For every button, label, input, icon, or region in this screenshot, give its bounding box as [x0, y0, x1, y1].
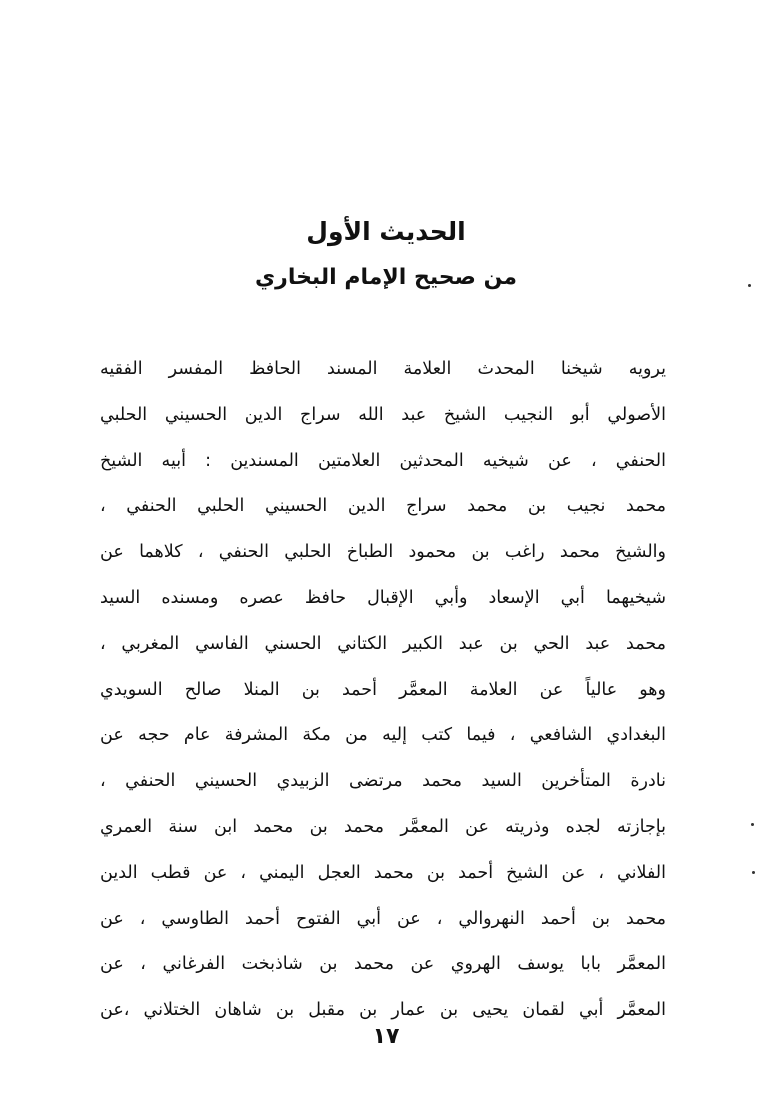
text-line: يرويه شيخنا المحدث العلامة المسند الحافظ المفسر الفقيه	[100, 359, 666, 379]
text-line: بإجازته لجده وذريته عن المعمَّر محمد بن محمد ابن سنة العمري	[100, 816, 666, 837]
text-line: وهو عالياً عن العلامة المعمَّر أحمد بن المنلا صالح السويدي	[100, 679, 666, 700]
scan-speck	[748, 284, 751, 287]
text-line: نادرة المتأخرين السيد محمد مرتضى الزبيدي الحسيني الحنفي ،	[100, 771, 666, 792]
text-line: محمد بن أحمد النهروالي ، عن أبي الفتوح أحمد الطاوسي ، عن	[100, 908, 666, 929]
text-line: شيخيهما أبي الإسعاد وأبي الإقبال حافظ عصره ومسنده السيد	[100, 587, 666, 608]
text-line: البغدادي الشافعي ، فيما كتب إليه من مكة المشرفة عام حجه عن	[100, 725, 666, 746]
text-line: محمد نجيب بن محمد سراج الدين الحسيني الحلبي الحنفي ،	[100, 496, 666, 517]
text-line: الأصولي أبو النجيب الشيخ عبد الله سراج الدين الحسيني الحلبي	[100, 404, 666, 425]
chapter-title: الحديث الأول	[306, 217, 466, 246]
scan-speck	[751, 823, 754, 826]
scan-speck	[752, 871, 755, 874]
text-line: المعمَّر أبي لقمان يحيى بن عمار بن مقبل بن شاهان الختلاني ،عن	[100, 1000, 666, 1021]
text-line: محمد عبد الحي بن عبد الكبير الكتاني الحسني الفاسي المغربي ،	[100, 633, 666, 654]
text-line: الحنفي ، عن شيخيه المحدثين العلامتين المسندين : أبيه الشيخ	[100, 450, 666, 471]
text-line: والشيخ محمد راغب بن محمود الطباخ الحلبي الحنفي ، كلاهما عن	[100, 542, 666, 563]
text-line: المعمَّر بابا يوسف الهروي عن محمد بن شاذبخت الفرغاني ، عن	[100, 954, 666, 975]
text-line: الفلاني ، عن الشيخ أحمد بن محمد العجل اليمني ، عن قطب الدين	[100, 862, 666, 883]
page-number: ١٧	[372, 1024, 400, 1049]
body-paragraph	[100, 347, 666, 1034]
chapter-subtitle: من صحيح الإمام البخاري	[254, 265, 517, 290]
